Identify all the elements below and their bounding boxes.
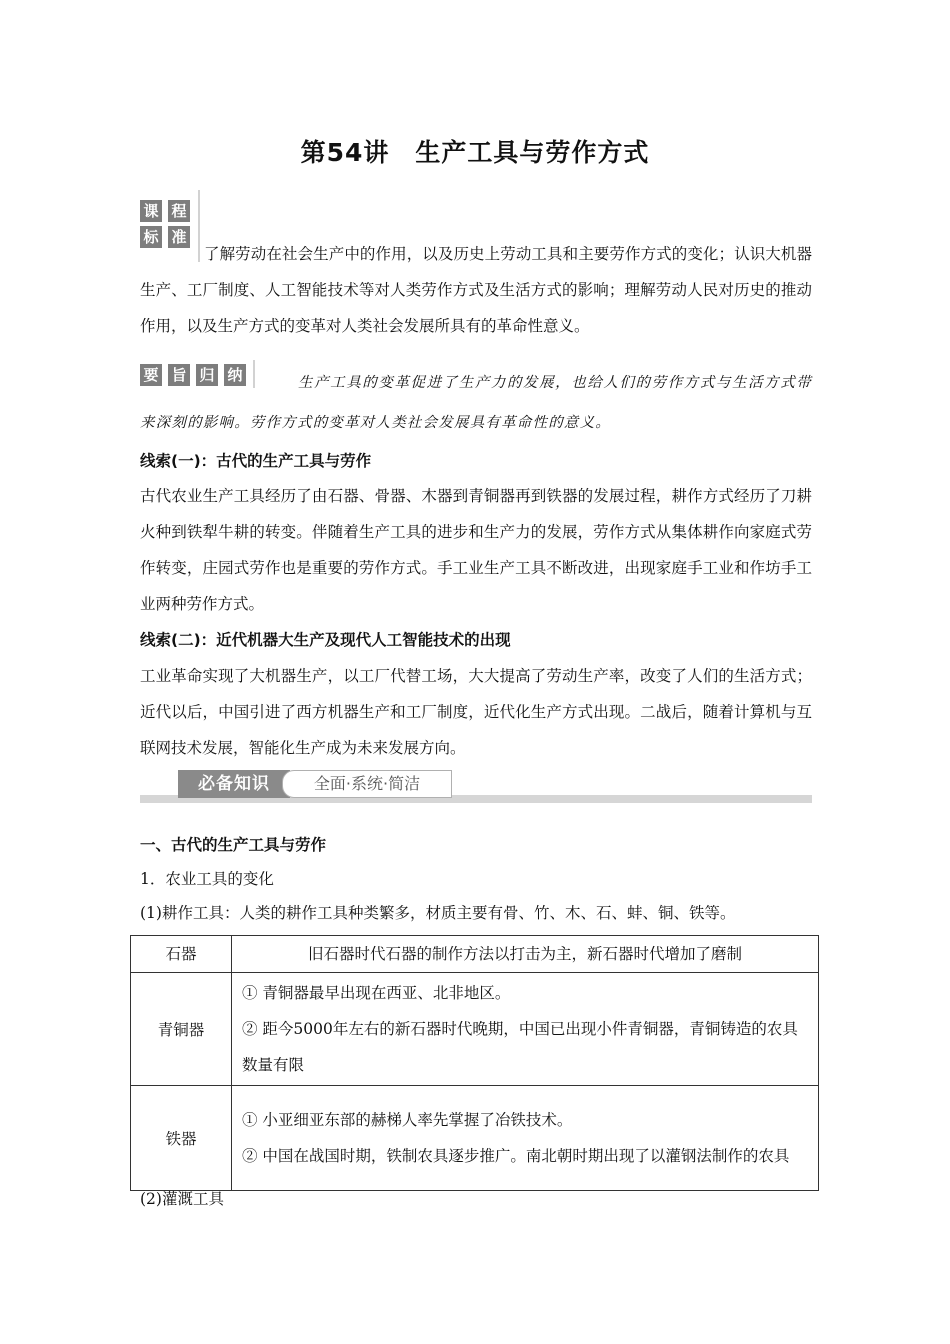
standard-tag-char: 程 — [168, 200, 190, 222]
row-content — [232, 973, 819, 1086]
clue2-heading: 线索(二)：近代机器大生产及现代人工智能技术的出现 — [140, 631, 511, 649]
summary-tag-char: 旨 — [168, 364, 190, 386]
standard-text: 了解劳动在社会生产中的作用，以及历史上劳动工具和主要劳作方式的变化；认识大机器生产、工厂制度、人工智能技术等对人类劳作方式及生活方式的影响；理解劳动人民对历史的推动作用，以及生产方式的变革对人类社会发展所具有的革命性意义。 — [140, 245, 812, 335]
clue2-text: 工业革命实现了大机器生产，以工厂代替工场，大大提高了劳动生产率，改变了人们的生活方式；近代以后，中国引进了西方机器生产和工厂制度，近代化生产方式出现。二战后，随着计算机与互联网技术发展，智能化生产成为未来发展方向。 — [140, 667, 812, 757]
table-row — [131, 936, 819, 973]
item-irrigation-tools: (2)灌溉工具 — [140, 1190, 224, 1208]
row-line: ② 距今5000年左右的新石器时代晚期，中国已出现小件青铜器，青铜铸造的农具数量有限 — [242, 1020, 798, 1074]
row-line: ② 中国在战国时期，铁制农具逐步推广。南北朝时期出现了以灌钢法制作的农具 — [242, 1147, 790, 1165]
banner-required-knowledge: 必备知识 — [178, 770, 290, 798]
item-farming-tools: (1)耕作工具：人类的耕作工具种类繁多，材质主要有骨、竹、木、石、蚌、铜、铁等。 — [140, 904, 736, 922]
summary-text: 生产工具的变革促进了生产力的发展，也给人们的劳作方式与生活方式带来深刻的影响。劳作方式的变革对人类社会发展具有革命性的意义。 — [140, 375, 812, 431]
table-row — [131, 1086, 819, 1191]
section-heading: 一、古代的生产工具与劳作 — [140, 836, 327, 854]
row-label: 铁器 — [131, 1086, 232, 1191]
row-label: 石器 — [131, 936, 232, 973]
standard-tag-char: 标 — [140, 226, 162, 248]
standard-tag-char: 课 — [140, 200, 162, 222]
row-line: ① 青铜器最早出现在西亚、北非地区。 — [242, 984, 511, 1002]
row-line: ① 小亚细亚东部的赫梯人率先掌握了冶铁技术。 — [242, 1111, 573, 1129]
summary-tag-char: 纳 — [224, 364, 246, 386]
summary-tag-char: 要 — [140, 364, 162, 386]
row-content: 旧石器时代石器的制作方法以打击为主，新石器时代增加了磨制 — [232, 936, 819, 973]
clue1-text: 古代农业生产工具经历了由石器、骨器、木器到青铜器再到铁器的发展过程，耕作方式经历了刀耕火种到铁犁牛耕的转变。伴随着生产工具的进步和生产力的发展，劳作方式从集体耕作向家庭式劳作转变，庄园式劳作也是重要的劳作方式。手工业生产工具不断改进，出现家庭手工业和作坊手工业两种劳作方式。 — [140, 487, 812, 613]
row-label: 青铜器 — [131, 973, 232, 1086]
tools-table — [130, 935, 819, 1191]
table-row — [131, 973, 819, 1086]
page-title: 第54讲 生产工具与劳作方式 — [300, 138, 650, 167]
standard-tag-char: 准 — [168, 226, 190, 248]
clue1-heading: 线索(一)：古代的生产工具与劳作 — [140, 452, 372, 470]
summary-tag-char: 归 — [196, 364, 218, 386]
row-content — [232, 1086, 819, 1191]
banner-subtitle: 全面·系统·简洁 — [282, 770, 452, 798]
subsection-heading: 1．农业工具的变化 — [140, 870, 274, 888]
